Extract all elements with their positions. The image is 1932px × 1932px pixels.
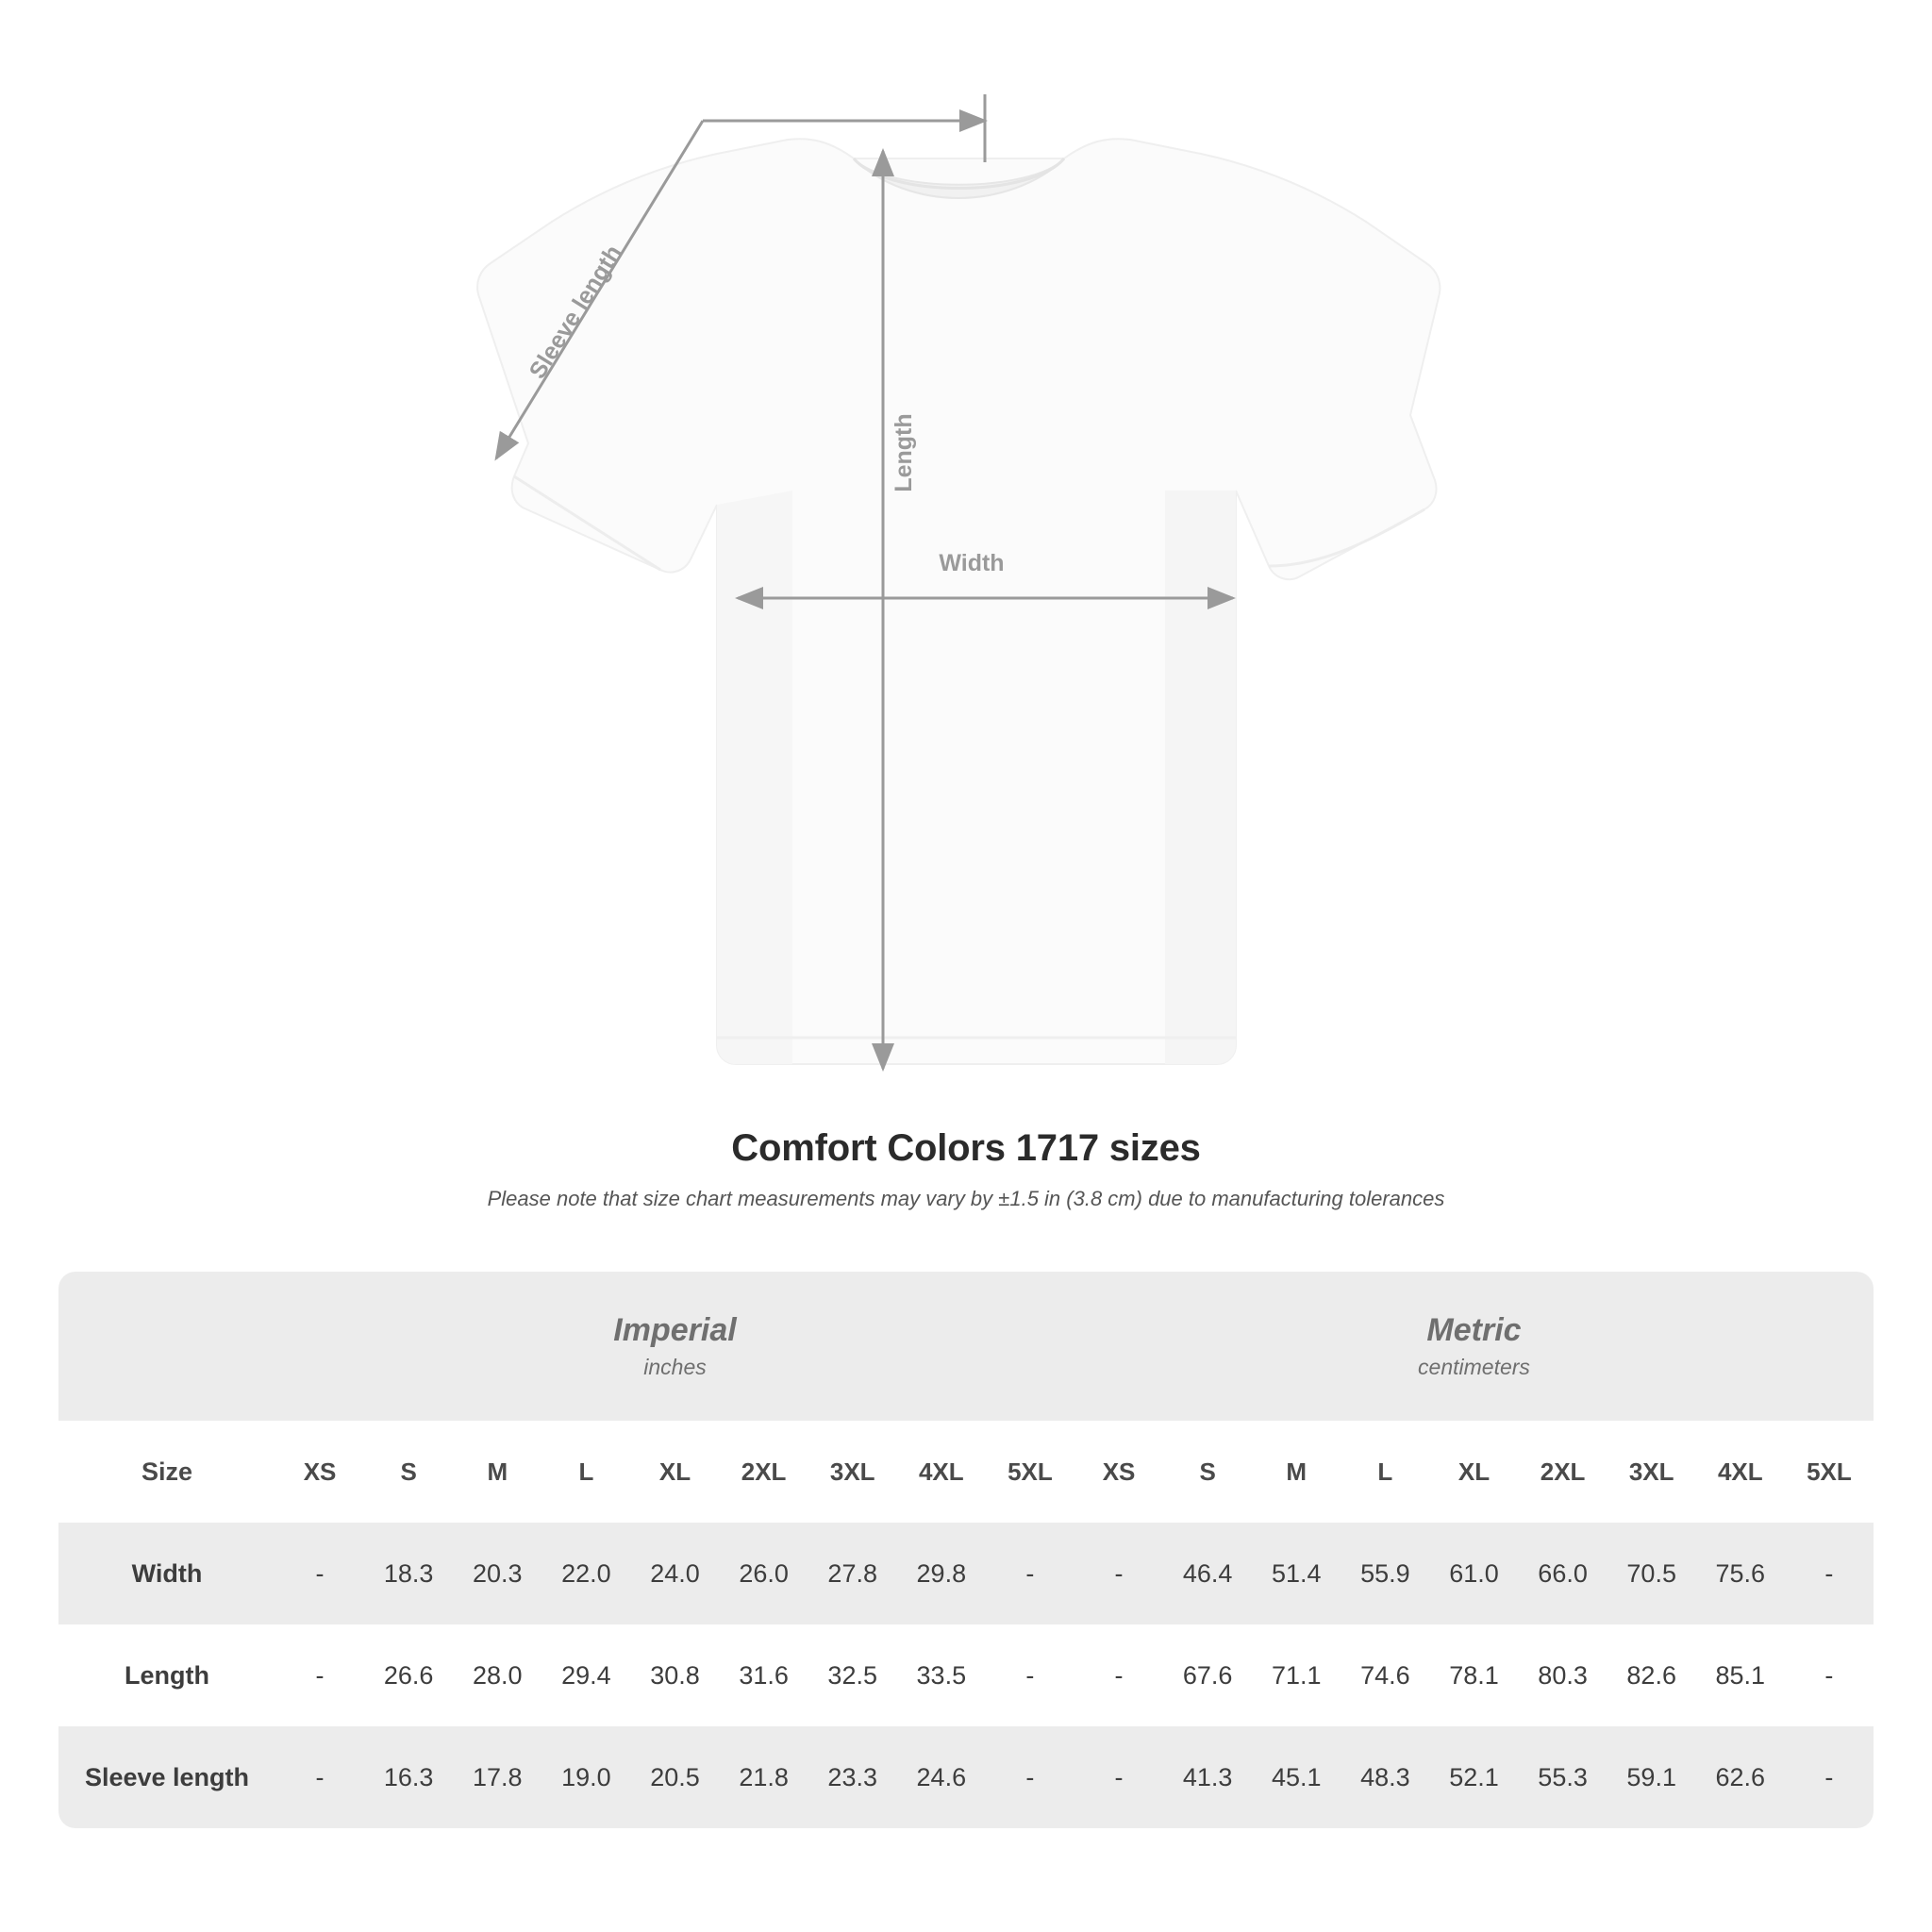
cell-length-imperial-3xl: 32.5 <box>808 1624 897 1726</box>
cell-width-imperial-xs: - <box>275 1523 364 1624</box>
cell-width-metric-4xl: 75.6 <box>1696 1523 1785 1624</box>
size-header-imperial-4xl: 4XL <box>897 1421 986 1523</box>
cell-sleeve-imperial-xl: 20.5 <box>630 1726 719 1828</box>
cell-sleeve-imperial-s: 16.3 <box>364 1726 453 1828</box>
cell-sleeve-imperial-2xl: 21.8 <box>720 1726 808 1828</box>
cell-length-metric-4xl: 85.1 <box>1696 1624 1785 1726</box>
cell-sleeve-metric-s: 41.3 <box>1163 1726 1252 1828</box>
table-row <box>58 1523 1874 1624</box>
cell-length-imperial-m: 28.0 <box>453 1624 541 1726</box>
cell-sleeve-metric-2xl: 55.3 <box>1519 1726 1607 1828</box>
cell-width-imperial-xl: 24.0 <box>630 1523 719 1624</box>
size-header-imperial-3xl: 3XL <box>808 1421 897 1523</box>
unit-header-corner <box>58 1272 275 1421</box>
cell-length-imperial-xl: 30.8 <box>630 1624 719 1726</box>
cell-length-metric-2xl: 80.3 <box>1519 1624 1607 1726</box>
cell-sleeve-metric-4xl: 62.6 <box>1696 1726 1785 1828</box>
cell-length-metric-xs: - <box>1074 1624 1163 1726</box>
cell-width-imperial-4xl: 29.8 <box>897 1523 986 1624</box>
cell-width-imperial-s: 18.3 <box>364 1523 453 1624</box>
unit-group-imperial <box>275 1272 1074 1421</box>
cell-sleeve-metric-5xl: - <box>1785 1726 1874 1828</box>
cell-sleeve-metric-xl: 52.1 <box>1429 1726 1518 1828</box>
cell-width-imperial-5xl: - <box>986 1523 1074 1624</box>
size-header-metric-2xl: 2XL <box>1519 1421 1607 1523</box>
cell-length-metric-s: 67.6 <box>1163 1624 1252 1726</box>
unit-group-imperial-name: Imperial <box>613 1311 737 1348</box>
size-header-imperial-s: S <box>364 1421 453 1523</box>
cell-length-imperial-2xl: 31.6 <box>720 1624 808 1726</box>
cell-width-imperial-m: 20.3 <box>453 1523 541 1624</box>
row-label-length: Length <box>58 1624 275 1726</box>
size-chart-table-wrapper <box>58 1272 1874 1828</box>
page-title: Comfort Colors 1717 sizes <box>731 1127 1201 1169</box>
size-header-imperial-xl: XL <box>630 1421 719 1523</box>
row-label-width: Width <box>58 1523 275 1624</box>
label-width: Width <box>939 550 1005 576</box>
row-label-sleeve-length: Sleeve length <box>58 1726 275 1828</box>
cell-width-metric-xs: - <box>1074 1523 1163 1624</box>
cell-sleeve-imperial-l: 19.0 <box>541 1726 630 1828</box>
size-header-metric-l: L <box>1341 1421 1429 1523</box>
title-block <box>0 1127 1932 1211</box>
size-header-metric-5xl: 5XL <box>1785 1421 1874 1523</box>
cell-length-imperial-xs: - <box>275 1624 364 1726</box>
size-header-row <box>58 1421 1874 1523</box>
unit-header-row <box>58 1272 1874 1421</box>
size-header-metric-xl: XL <box>1429 1421 1518 1523</box>
cell-sleeve-metric-xs: - <box>1074 1726 1163 1828</box>
cell-width-metric-5xl: - <box>1785 1523 1874 1624</box>
cell-length-imperial-s: 26.6 <box>364 1624 453 1726</box>
cell-length-imperial-5xl: - <box>986 1624 1074 1726</box>
cell-sleeve-imperial-4xl: 24.6 <box>897 1726 986 1828</box>
size-header-metric-3xl: 3XL <box>1607 1421 1696 1523</box>
table-row <box>58 1624 1874 1726</box>
cell-length-imperial-l: 29.4 <box>541 1624 630 1726</box>
cell-width-metric-xl: 61.0 <box>1429 1523 1518 1624</box>
size-header-imperial-l: L <box>541 1421 630 1523</box>
size-header-label: Size <box>58 1421 275 1523</box>
size-header-imperial-2xl: 2XL <box>720 1421 808 1523</box>
size-header-metric-m: M <box>1252 1421 1341 1523</box>
size-chart-table <box>58 1272 1874 1828</box>
tshirt-shape <box>477 139 1440 1064</box>
cell-sleeve-metric-l: 48.3 <box>1341 1726 1429 1828</box>
cell-sleeve-metric-m: 45.1 <box>1252 1726 1341 1828</box>
cell-sleeve-metric-3xl: 59.1 <box>1607 1726 1696 1828</box>
cell-sleeve-imperial-m: 17.8 <box>453 1726 541 1828</box>
size-header-imperial-5xl: 5XL <box>986 1421 1074 1523</box>
cell-width-metric-m: 51.4 <box>1252 1523 1341 1624</box>
cell-width-imperial-3xl: 27.8 <box>808 1523 897 1624</box>
cell-sleeve-imperial-3xl: 23.3 <box>808 1726 897 1828</box>
size-header-imperial-xs: XS <box>275 1421 364 1523</box>
cell-length-metric-5xl: - <box>1785 1624 1874 1726</box>
cell-length-imperial-4xl: 33.5 <box>897 1624 986 1726</box>
unit-group-metric-name: Metric <box>1426 1311 1522 1348</box>
cell-length-metric-3xl: 82.6 <box>1607 1624 1696 1726</box>
unit-group-imperial-sub: inches <box>643 1355 707 1380</box>
size-header-metric-xs: XS <box>1074 1421 1163 1523</box>
cell-sleeve-imperial-5xl: - <box>986 1726 1074 1828</box>
size-header-metric-s: S <box>1163 1421 1252 1523</box>
label-length: Length <box>891 413 917 492</box>
unit-group-metric <box>1074 1272 1874 1421</box>
label-sleeve-length: Sleeve length <box>524 241 627 384</box>
cell-width-metric-3xl: 70.5 <box>1607 1523 1696 1624</box>
cell-width-metric-l: 55.9 <box>1341 1523 1429 1624</box>
cell-sleeve-imperial-xs: - <box>275 1726 364 1828</box>
cell-width-imperial-l: 22.0 <box>541 1523 630 1624</box>
unit-group-metric-sub: centimeters <box>1418 1355 1530 1380</box>
cell-length-metric-l: 74.6 <box>1341 1624 1429 1726</box>
cell-length-metric-m: 71.1 <box>1252 1624 1341 1726</box>
table-row <box>58 1726 1874 1828</box>
size-header-imperial-m: M <box>453 1421 541 1523</box>
cell-width-metric-s: 46.4 <box>1163 1523 1252 1624</box>
cell-width-imperial-2xl: 26.0 <box>720 1523 808 1624</box>
cell-length-metric-xl: 78.1 <box>1429 1624 1518 1726</box>
tolerance-note: Please note that size chart measurements may vary by ±1.5 in (3.8 cm) due to manufacturing tolerances <box>487 1187 1445 1210</box>
cell-width-metric-2xl: 66.0 <box>1519 1523 1607 1624</box>
size-header-metric-4xl: 4XL <box>1696 1421 1785 1523</box>
